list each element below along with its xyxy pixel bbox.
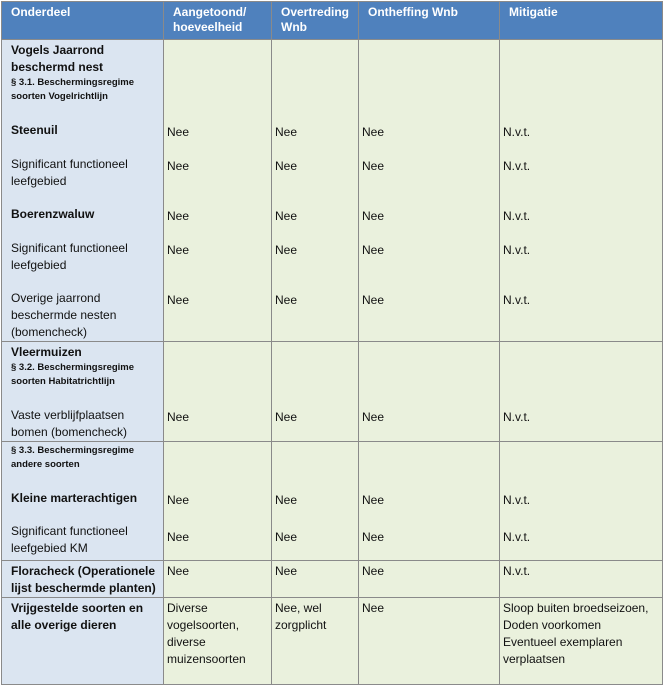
mitigation-line: Eventueel exemplaren verplaatsen: [503, 635, 623, 666]
value: Nee: [275, 293, 298, 307]
column-header: Onderdeel: [2, 2, 164, 40]
value: Nee: [362, 125, 385, 139]
value: Nee: [362, 209, 385, 223]
value: Nee: [362, 293, 385, 307]
row-label: Significant functioneel leefgebied: [11, 157, 128, 188]
value-cell: [500, 442, 663, 561]
row-label: Kleine marterachtigen: [11, 491, 138, 505]
row-label-cell: [2, 598, 164, 685]
value: N.v.t.: [503, 293, 531, 307]
value: N.v.t.: [503, 493, 531, 507]
value-cell: [164, 442, 272, 561]
value: Nee: [275, 493, 298, 507]
value-cell: [164, 561, 272, 598]
row-label-cell: [2, 561, 164, 598]
value-cell: [500, 598, 663, 685]
column-header: Ontheffing Wnb: [359, 2, 500, 40]
group-subtitle: § 3.2. Beschermingsregime soorten Habitatrichtlijn: [11, 362, 135, 387]
value: Nee: [167, 293, 190, 307]
value-cell: [359, 40, 500, 342]
table-row: [2, 342, 663, 442]
value-cell: [359, 342, 500, 442]
value-cell: [359, 598, 500, 685]
value: Nee: [362, 159, 385, 173]
value: Nee: [167, 493, 190, 507]
value-cell: [359, 442, 500, 561]
row-label-cell: [2, 442, 164, 561]
value-cell: [272, 598, 359, 685]
value-cell: [359, 561, 500, 598]
value-cell: [500, 40, 663, 342]
group-subtitle: § 3.3. Beschermingsregime andere soorten: [11, 445, 135, 470]
row-label-cell: [2, 342, 164, 442]
value: N.v.t.: [503, 530, 531, 544]
value: Nee: [275, 209, 298, 223]
table-row: [2, 442, 663, 561]
value: Nee: [275, 530, 298, 544]
column-header: Mitigatie: [500, 2, 663, 40]
column-header: Overtreding Wnb: [272, 2, 359, 40]
value-cell: [164, 598, 272, 685]
row-label: Overige jaarrond beschermde nesten (bomencheck): [11, 291, 117, 339]
group-title: Vleermuizen: [11, 345, 82, 359]
value: Nee: [167, 209, 190, 223]
table-row: [2, 561, 663, 598]
value: N.v.t.: [503, 410, 531, 424]
value: Nee: [362, 530, 385, 544]
value: Nee: [275, 410, 298, 424]
value: N.v.t.: [503, 209, 531, 223]
table-row: [2, 598, 663, 685]
mitigation-line: Sloop buiten broedseizoen,: [503, 601, 649, 615]
value: Nee: [167, 243, 190, 257]
value-cell: [164, 40, 272, 342]
value-cell: [164, 342, 272, 442]
value-cell: [500, 342, 663, 442]
value: N.v.t.: [503, 564, 531, 578]
row-label: Vaste verblijfplaatsen bomen (bomencheck): [11, 408, 128, 439]
row-label: Vrijgestelde soorten en alle overige dieren: [11, 601, 144, 632]
value: Nee: [167, 125, 190, 139]
value: Nee: [275, 243, 298, 257]
table-header-row: [2, 2, 663, 40]
value: Nee: [275, 159, 298, 173]
value: Nee, wel zorgplicht: [275, 601, 327, 632]
row-label: Floracheck (Operationele lijst beschermde planten): [11, 564, 156, 595]
value-cell: [272, 561, 359, 598]
value: Nee: [362, 410, 385, 424]
value-cell: [272, 442, 359, 561]
group-title: Vogels Jaarrond beschermd nest: [11, 43, 105, 74]
value: Nee: [167, 410, 190, 424]
row-label: Steenuil: [11, 123, 58, 137]
column-header: Aangetoond/ hoeveelheid: [164, 2, 272, 40]
row-label: Significant functioneel leefgebied: [11, 241, 128, 272]
value: Nee: [362, 601, 385, 615]
value: Nee: [167, 564, 190, 578]
value: N.v.t.: [503, 243, 531, 257]
mitigation-line: Doden voorkomen: [503, 618, 602, 632]
protected-species-table: [1, 1, 663, 685]
group-subtitle: § 3.1. Beschermingsregime soorten Vogelrichtlijn: [11, 77, 135, 102]
value: Nee: [167, 530, 190, 544]
value: Diverse vogelsoorten, diverse muizensoorten: [167, 601, 246, 666]
value-cell: [272, 40, 359, 342]
row-label: Significant functioneel leefgebied KM: [11, 524, 128, 555]
value: N.v.t.: [503, 159, 531, 173]
value: Nee: [275, 564, 298, 578]
table-row: [2, 40, 663, 342]
value: Nee: [362, 493, 385, 507]
value: Nee: [275, 125, 298, 139]
row-label: Boerenzwaluw: [11, 207, 95, 221]
value-cell: [272, 342, 359, 442]
value: Nee: [362, 564, 385, 578]
row-label-cell: [2, 40, 164, 342]
value-cell: [500, 561, 663, 598]
value: Nee: [362, 243, 385, 257]
value: Nee: [167, 159, 190, 173]
value: N.v.t.: [503, 125, 531, 139]
